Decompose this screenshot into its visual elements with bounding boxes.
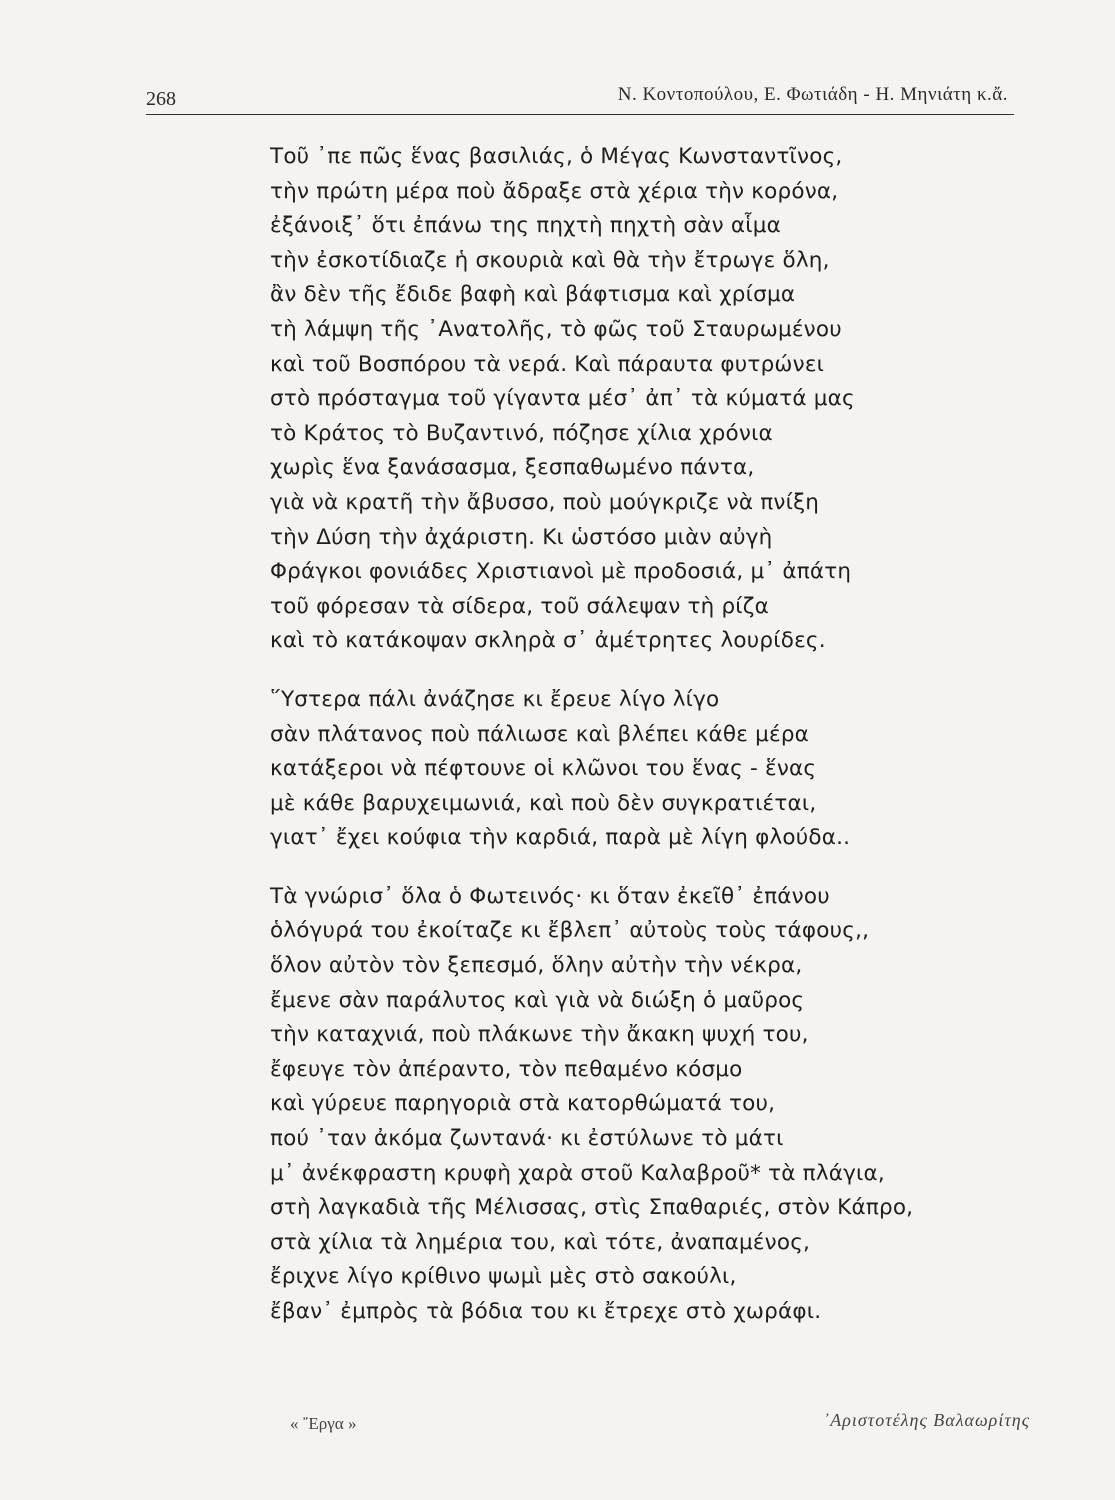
poem-line: ἔβαν᾿ ἐμπρὸς τὰ βόδια του κι ἔτρεχε στὸ χωράφι. [270, 1299, 822, 1324]
poem-line: τὴν πρώτη μέρα ποὺ ἄδραξε στὰ χέρια τὴν κορόνα, [270, 178, 839, 204]
poem-line: μὲ κάθε βαρυχειμωνιά, καὶ ποὺ δὲν συγκρατιέται, [270, 790, 817, 816]
running-head: Ν. Κοντοπούλου, Ε. Φωτιάδη - Η. Μηνιάτη κ.ἄ. [617, 84, 1008, 105]
poem-line: Τοῦ ᾿πε πῶς ἕνας βασιλιάς, ὁ Μέγας Κωνσταντῖνος, [270, 144, 843, 169]
author-name: ᾿Αριστοτέλης Βαλαωρίτης [823, 1410, 1030, 1430]
poem-line: μ᾿ ἀνέκφραστη κρυφὴ χαρὰ στοῦ Καλαβροῦ* τὰ πλάγια, [270, 1160, 885, 1186]
poem-line: Τὰ γνώρισ᾿ ὅλα ὁ Φωτεινός· κι ὅταν ἐκεῖθ᾿ ἐπάνου [270, 883, 830, 909]
poem-line: ῞Υστερα πάλι ἀνάζησε κι ἔρευε λίγο λίγο [270, 686, 720, 712]
page-footer [290, 1408, 1030, 1438]
poem-line: στὴ λαγκαδιὰ τῆς Μέλισσας, στὶς Σπαθαριές, στὸν Κάπρο, [270, 1195, 914, 1221]
poem-line: τὴ λάμψη τῆς ᾿Ανατολῆς, τὸ φῶς τοῦ Σταυρωμένου [270, 316, 842, 342]
poem-line: ἐξάνοιξ᾿ ὅτι ἐπάνω της πηχτὴ πηχτὴ σὰν αἷμα [270, 213, 781, 239]
poem-line: καὶ τὸ κατάκοψαν σκληρὰ σ᾿ ἀμέτρητες λουρίδες. [270, 628, 826, 654]
poem-line: τὸ Κράτος τὸ Βυζαντινό, πόζησε χίλια χρόνια [270, 420, 773, 446]
poem-line: τοῦ φόρεσαν τὰ σίδερα, τοῦ σάλεψαν τὴ ρίζα [270, 593, 770, 619]
poem-line: χωρὶς ἕνα ξανάσασμα, ξεσπαθωμένο πάντα, [270, 455, 755, 481]
stanza-2 [270, 683, 1030, 856]
poem-line: ὅλον αὐτὸν τὸν ξεπεσμό, ὅλην αὐτὴν τὴν νέκρα, [270, 953, 803, 979]
poem-line: ἂν δὲν τῆς ἔδιδε βαφὴ καὶ βάφτισμα καὶ χρίσμα [270, 282, 796, 308]
poem-line: γιὰ νὰ κρατῆ τὴν ἄβυσσο, ποὺ μούγκριζε νὰ πνίξη [270, 489, 820, 515]
poem-line: καὶ τοῦ Βοσπόρου τὰ νερά. Καὶ πάραυτα φυτρώνει [270, 351, 825, 377]
poem-line: κατάξεροι νὰ πέφτουνε οἱ κλῶνοι του ἕνας - ἕνας [270, 756, 817, 782]
page-header [146, 80, 1014, 115]
poem-line: στὸ πρόσταγμα τοῦ γίγαντα μέσ᾿ ἀπ᾿ τὰ κύματά μας [270, 386, 855, 412]
page-number: 268 [146, 88, 176, 110]
poem-body [270, 140, 1030, 1330]
poem-line: τὴν ἐσκοτίδιαζε ἡ σκουριὰ καὶ θὰ τὴν ἔτρωγε ὅλη, [270, 247, 830, 273]
poem-line: ἔριχνε λίγο κρίθινο ψωμὶ μὲς στὸ σακούλι, [270, 1264, 737, 1290]
stanza-1 [270, 140, 1030, 659]
poem-line: τὴν Δύση τὴν ἀχάριστη. Κι ὡστόσο μιὰν αὐγὴ [270, 524, 773, 550]
poem-line: ὁλόγυρά του ἐκοίταζε κι ἔβλεπ᾿ αὐτοὺς τοὺς τάφους,, [270, 918, 870, 944]
stanza-3 [270, 880, 1030, 1330]
poem-line: Φράγκοι φονιάδες Χριστιανοὶ μὲ προδοσιά, μ᾿ ἀπάτη [270, 559, 852, 585]
poem-line: τὴν καταχνιά, ποὺ πλάκωνε τὴν ἄκακη ψυχή του, [270, 1022, 809, 1048]
poem-line: στὰ χίλια τὰ λημέρια του, καὶ τότε, ἀναπαμένος, [270, 1229, 811, 1255]
poem-line: γιατ᾿ ἔχει κούφια τὴν καρδιά, παρὰ μὲ λίγη φλούδα.. [270, 825, 851, 851]
poem-line: καὶ γύρευε παρηγοριὰ στὰ κατορθώματά του, [270, 1091, 776, 1117]
poem-line: πού ᾿ταν ἀκόμα ζωντανά· κι ἐστύλωνε τὸ μάτι [270, 1126, 784, 1152]
poem-line: ἔμενε σὰν παράλυτος καὶ γιὰ νὰ διώξη ὁ μαῦρος [270, 987, 805, 1013]
poem-line: σὰν πλάτανος ποὺ πάλιωσε καὶ βλέπει κάθε μέρα [270, 721, 810, 747]
poem-line: ἔφευγε τὸν ἀπέραντο, τὸν πεθαμένο κόσμο [270, 1056, 743, 1082]
source-title: « ῎Εργα » [290, 1414, 357, 1433]
